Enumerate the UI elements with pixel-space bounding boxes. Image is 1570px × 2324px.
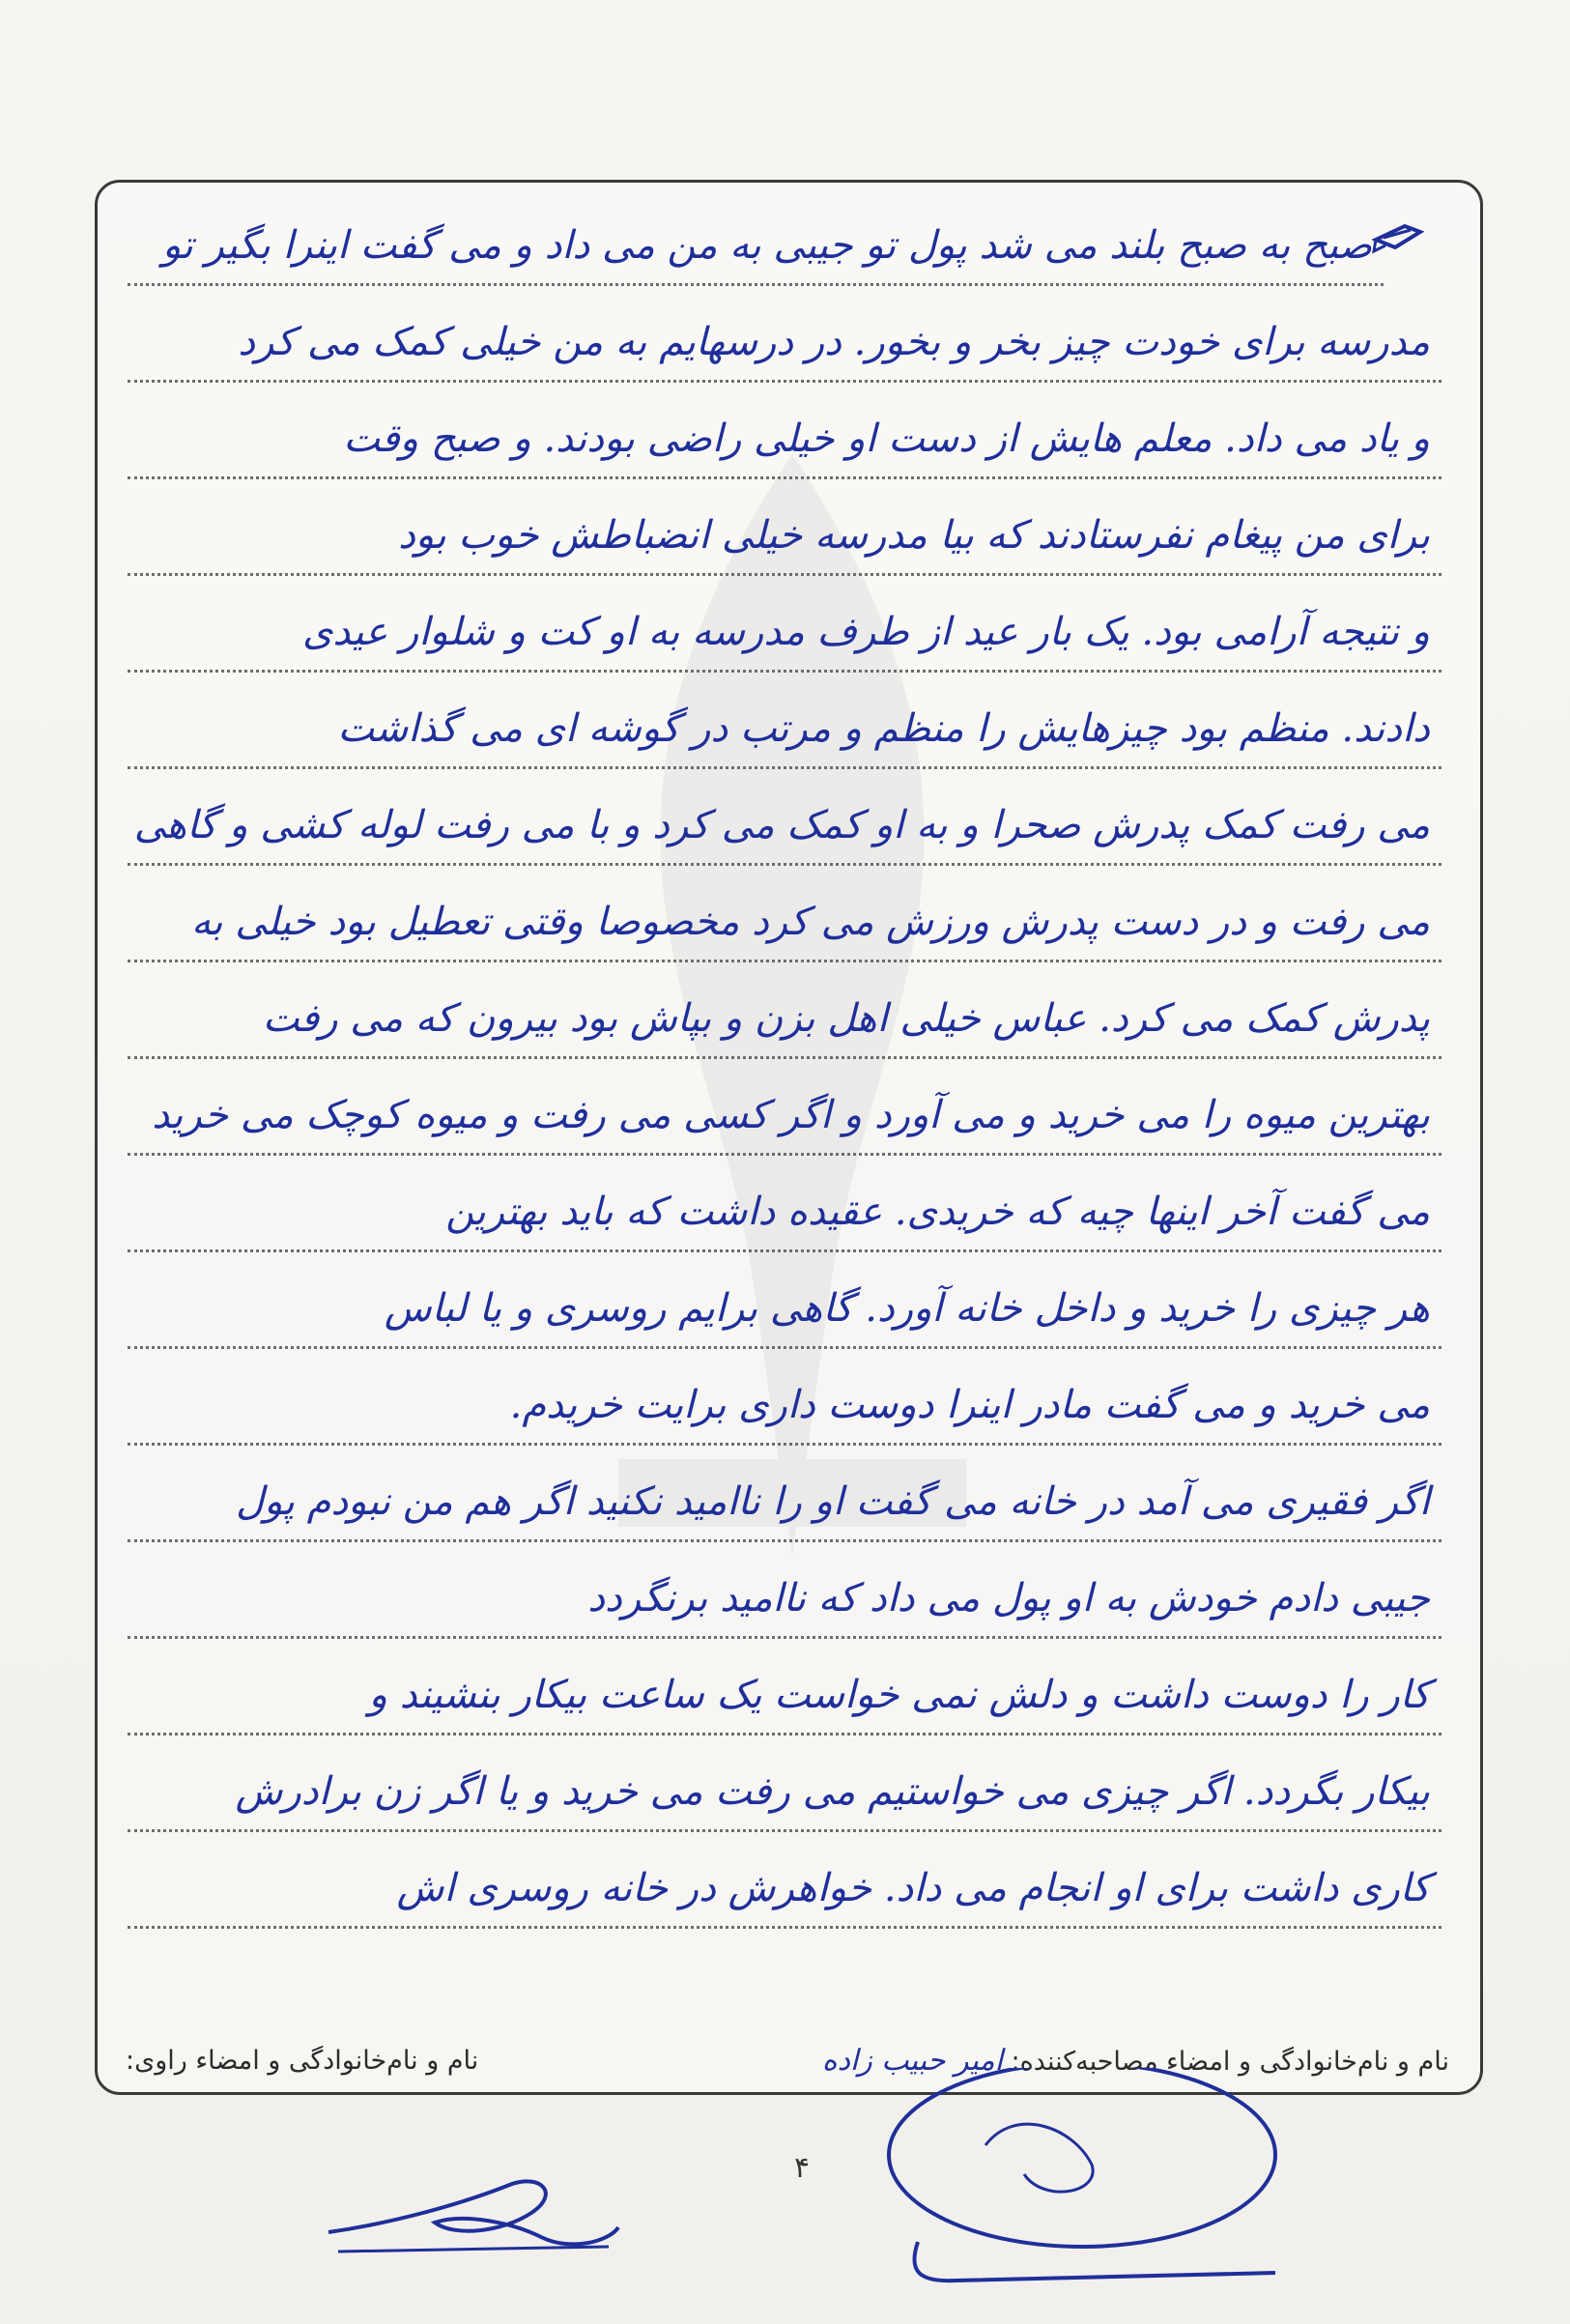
text-line bbox=[128, 1639, 1442, 1736]
interviewer-name: امیر حبیب زاده bbox=[821, 2043, 1003, 2078]
line-text: هر چیزی را خرید و داخل خانه آورد. گاهی برایم روسری و یا لباس bbox=[384, 1286, 1430, 1331]
narrator-label: نام و نام‌خانوادگی و امضاء راوی: bbox=[126, 2045, 479, 2076]
interviewer-block bbox=[822, 2044, 1449, 2078]
text-line bbox=[128, 1446, 1442, 1542]
line-text: برای من پیغام نفرستادند که بیا مدرسه خیلی انضباطش خوب بود bbox=[398, 513, 1430, 558]
line-text: اگر فقیری می آمد در خانه می گفت او را ناامید نکنید اگر هم من نبودم پول bbox=[236, 1479, 1430, 1524]
line-text: و نتیجه آرامی بود. یک بار عید از طرف مدرسه به او کت و شلوار عیدی bbox=[302, 610, 1430, 654]
text-line bbox=[128, 1832, 1442, 1929]
line-text: پدرش کمک می کرد. عباس خیلی اهل بزن و بپاش بود بیرون که می رفت bbox=[262, 996, 1430, 1041]
text-line bbox=[128, 576, 1442, 673]
line-text: می خرید و می گفت مادر اینرا دوست داری برایت خریدم. bbox=[509, 1383, 1430, 1427]
text-line bbox=[128, 1156, 1442, 1252]
text-line bbox=[128, 673, 1442, 769]
line-text: می رفت کمک پدرش صحرا و به او کمک می کرد و با می رفت لوله کشی و گاهی bbox=[133, 803, 1430, 847]
line-text: بهترین میوه را می خرید و می آورد و اگر کسی می رفت و میوه کوچک می خرید bbox=[152, 1093, 1430, 1137]
line-text: کار را دوست داشت و دلش نمی خواست یک ساعت بیکار بنشیند و bbox=[368, 1673, 1430, 1717]
signature-footer bbox=[126, 2041, 1449, 2080]
text-line bbox=[128, 383, 1442, 479]
line-text: صبح به صبح بلند می شد پول تو جیبی به من می داد و می گفت اینرا بگیر تو bbox=[162, 223, 1372, 268]
text-line bbox=[128, 1542, 1442, 1639]
text-line bbox=[128, 479, 1442, 576]
page-number: ۴ bbox=[794, 2151, 811, 2185]
interviewer-label: نام و نام‌خانوادگی و امضاء مصاحبه‌کننده: bbox=[1011, 2046, 1449, 2077]
text-line bbox=[128, 189, 1384, 286]
line-text: دادند. منظم بود چیزهایش را منظم و مرتب در گوشه ای می گذاشت bbox=[337, 706, 1430, 751]
text-line bbox=[128, 1349, 1442, 1446]
text-line bbox=[128, 1736, 1442, 1832]
text-line bbox=[128, 286, 1442, 383]
line-text: بیکار بگردد. اگر چیزی می خواستیم می رفت می خرید و یا اگر زن برادرش bbox=[235, 1769, 1430, 1814]
text-line bbox=[128, 1252, 1442, 1349]
line-text: مدرسه برای خودت چیز بخر و بخور. در درسهایم به من خیلی کمک می کرد bbox=[238, 320, 1430, 364]
line-text: می گفت آخر اینها چیه که خریدی. عقیده داشت که باید بهترین bbox=[445, 1190, 1430, 1234]
text-line bbox=[128, 769, 1442, 866]
line-text: و یاد می داد. معلم هایش از دست او خیلی راضی بودند. و صبح وقت bbox=[343, 416, 1430, 461]
text-line bbox=[128, 1059, 1442, 1156]
line-text: کاری داشت برای او انجام می داد. خواهرش در خانه روسری اش bbox=[396, 1866, 1430, 1910]
text-line bbox=[128, 866, 1442, 962]
line-text: جیبی دادم خودش به او پول می داد که ناامید برنگردد bbox=[587, 1576, 1430, 1621]
line-text: می رفت و در دست پدرش ورزش می کرد مخصوصا وقتی تعطیل بود خیلی به bbox=[190, 900, 1430, 944]
text-line bbox=[128, 962, 1442, 1059]
